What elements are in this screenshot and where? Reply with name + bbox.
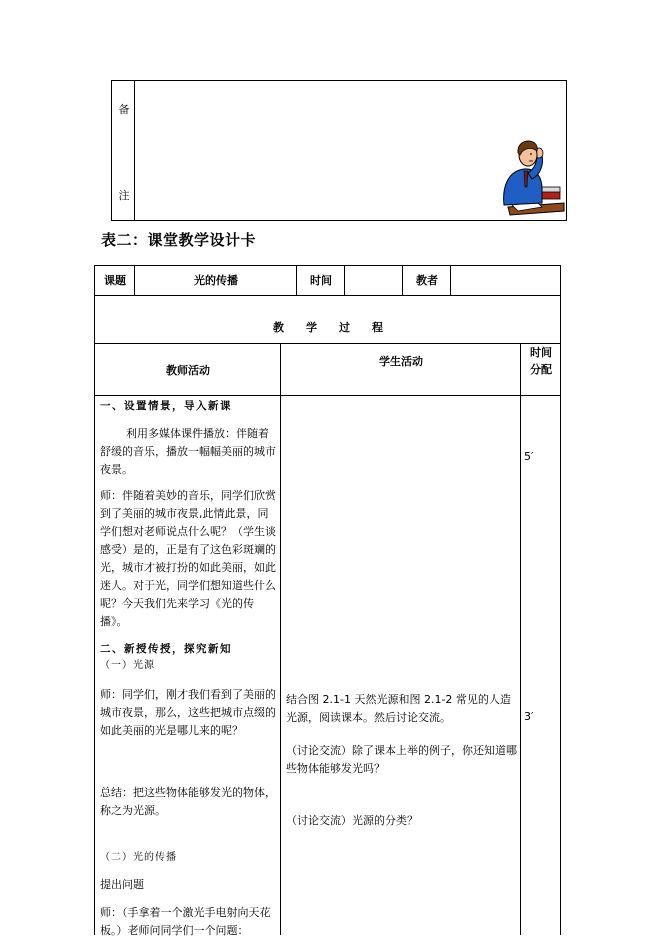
time-label: 时间 (310, 274, 332, 287)
teacher-para-5: 提出问题 (100, 878, 144, 891)
section-1-heading: 一、设置情景，导入新课 (100, 400, 232, 412)
time-mark-1: 5′ (524, 450, 534, 463)
topic-label: 课题 (104, 274, 126, 287)
teacher-para-6: 师：（手拿着一个激光手电射向天花板。）老师问同学们一个问题： (100, 906, 271, 937)
time-allocation-header-line1: 时间 (530, 346, 552, 359)
student-para-1: 结合图 2.1-1 天然光源和图 2.1-2 常见的人造光源，阅读课本。然后讨论交流。 (286, 693, 511, 724)
remarks-label-char-1: 备 (118, 103, 130, 116)
table-title: 表二：课堂教学设计卡 (101, 231, 257, 249)
teacher-at-desk-illustration (498, 135, 566, 219)
remarks-box (111, 80, 567, 221)
teacher-activity-header: 教师活动 (166, 364, 210, 377)
subsection-light-source: （一）光源 (100, 660, 155, 671)
teacher-label: 教者 (416, 274, 438, 287)
section-2-heading: 二、新授传授，探究新知 (100, 643, 232, 655)
teacher-para-2: 师：伴随着美妙的音乐，同学们欣赏到了美丽的城市夜景,此情此景，同学们想对老师说点什么呢？（学生谈感受）是的，正是有了这色彩斑斓的光，城市才被打扮的如此美丽，如此迷人。对于光，同学们想知道些什么呢？今天我们先来学习《光的传播》。 (100, 489, 276, 628)
time-mark-2: 3′ (524, 710, 534, 723)
remarks-divider (134, 81, 135, 220)
time-allocation-header-line2: 分配 (530, 363, 552, 376)
process-title: 教 学 过 程 (273, 321, 383, 334)
remarks-label-char-2: 注 (118, 189, 130, 202)
student-activity-header: 学生活动 (379, 355, 423, 368)
teacher-para-1: 利用多媒体课件播放：伴随着舒缓的音乐，播放一幅幅美丽的城市夜景。 (100, 427, 276, 476)
subsection-light-propagation: （二）光的传播 (100, 852, 177, 863)
student-para-3: （讨论交流）光源的分类？ (286, 814, 418, 827)
student-para-2: （讨论交流）除了课本上举的例子，你还知道哪些物体能够发光吗？ (286, 744, 517, 775)
teacher-para-4: 总结：把这些物体能够发光的物体，称之为光源。 (100, 786, 276, 817)
teacher-para-3: 师：同学们，刚才我们看到了美丽的城市夜景，那么，这些把城市点缀的如此美丽的光是哪儿来的呢？ (100, 688, 276, 737)
topic-value: 光的传播 (194, 274, 238, 287)
